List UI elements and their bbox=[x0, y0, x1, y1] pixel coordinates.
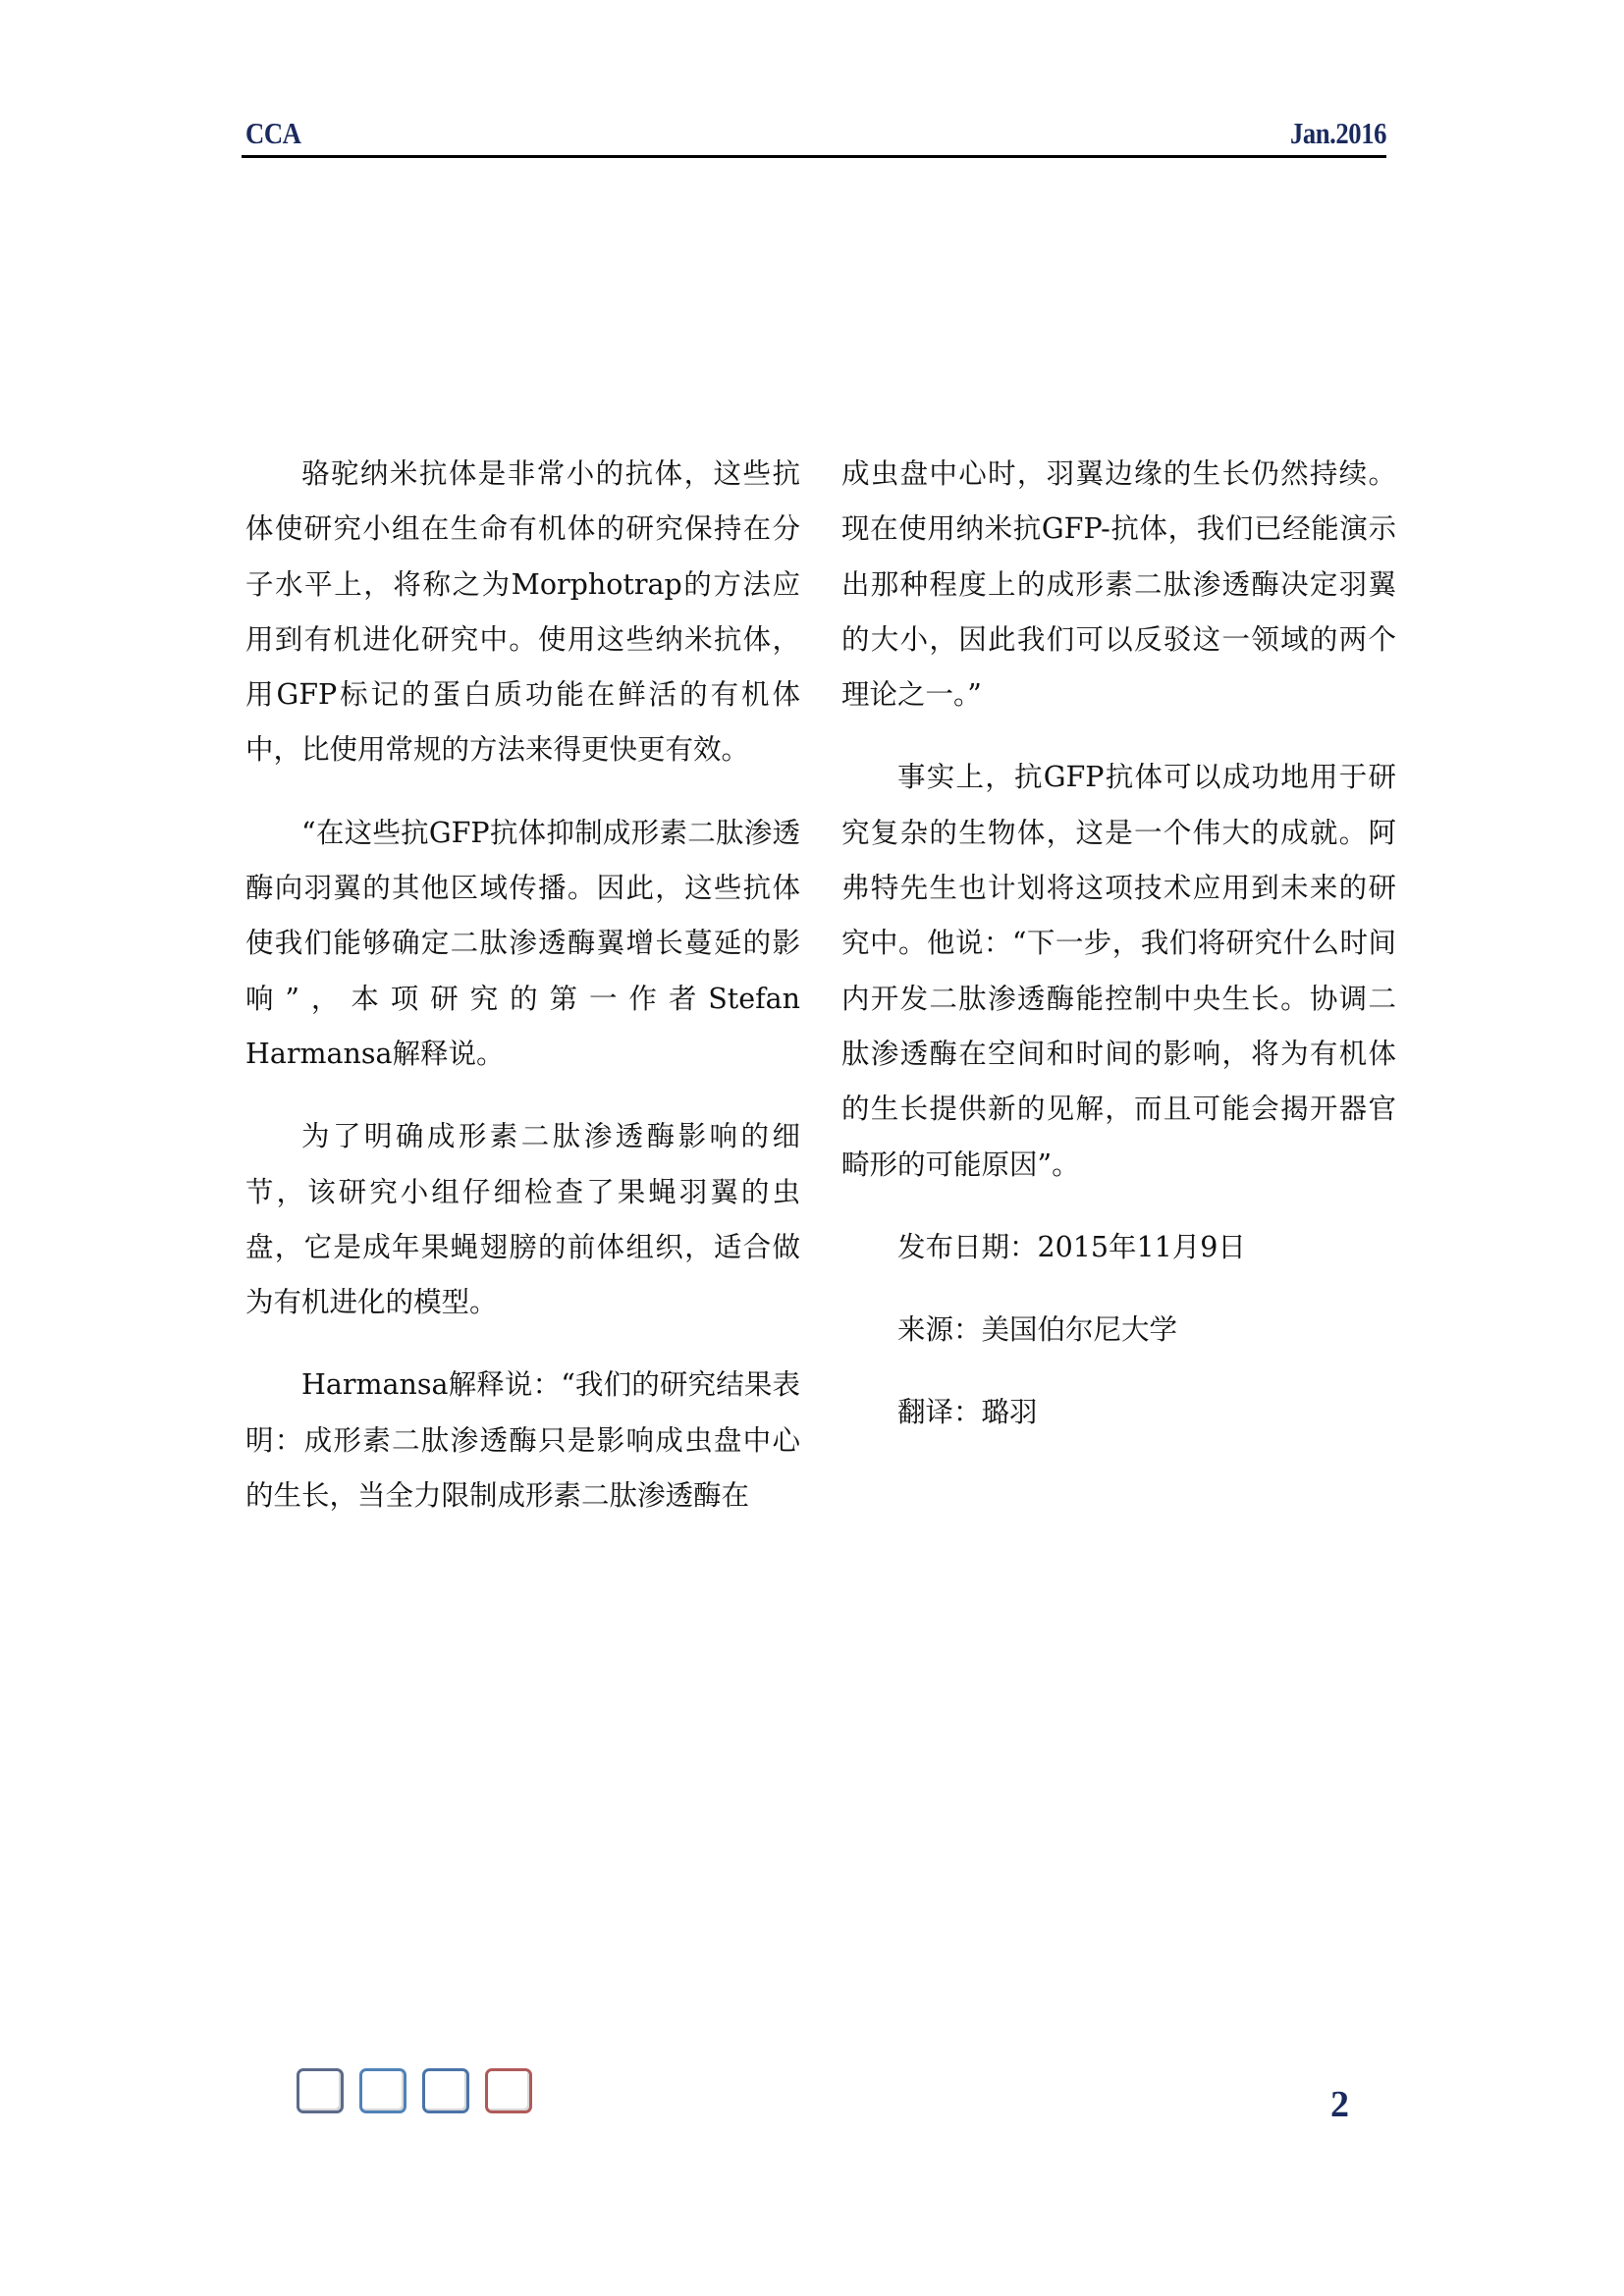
paragraph: 成虫盘中心时，羽翼边缘的生长仍然持续。现在使用纳米抗GFP-抗体，我们已经能演示出那种程度上的成形素二肽渗透酶决定羽翼的大小，因此我们可以反驳这一领域的两个理论之一。” bbox=[841, 457, 1396, 712]
paragraph: “在这些抗GFP抗体抑制成形素二肽渗透酶向羽翼的其他区域传播。因此，这些抗体使我们能够确定二肽渗透酶翼增长蔓延的影响”，本项研究的第一作者Stefan Harmansa解释说。 bbox=[245, 816, 800, 1070]
article-meta bbox=[841, 1220, 1396, 1441]
square-outline-icon bbox=[297, 2068, 344, 2113]
paragraph: 事实上，抗GFP抗体可以成功地用于研究复杂的生物体，这是一个伟大的成就。阿弗特先生也计划将这项技术应用到未来的研究中。他说：“下一步，我们将研究什么时间内开发二肽渗透酶能控制中央生长。协调二肽渗透酶在空间和时间的影响，将为有机体的生长提供新的见解，而且可能会揭开器官畸形的可能原因”。 bbox=[841, 761, 1396, 1181]
paragraph: Harmansa解释说：“我们的研究结果表明：成形素二肽渗透酶只是影响成虫盘中心的生长，当全力限制成形素二肽渗透酶在 bbox=[245, 1368, 800, 1513]
square-outline-icon bbox=[485, 2068, 532, 2113]
publish-date: 发布日期：2015年11月9日 bbox=[897, 1230, 1246, 1263]
footer-decoration bbox=[297, 2068, 532, 2113]
header-rule bbox=[242, 155, 1386, 158]
source: 来源：美国伯尔尼大学 bbox=[897, 1313, 1178, 1347]
page-header bbox=[242, 116, 1386, 155]
paragraph: 骆驼纳米抗体是非常小的抗体，这些抗体使研究小组在生命有机体的研究保持在分子水平上，将称之为Morphotrap的方法应用到有机进化研究中。使用这些纳米抗体，用GFP标记的蛋白质功能在鲜活的有机体中，比使用常规的方法来得更快更有效。 bbox=[245, 457, 800, 767]
page-number: 2 bbox=[1330, 2084, 1349, 2125]
left-column bbox=[245, 447, 800, 1551]
square-outline-icon bbox=[422, 2068, 469, 2113]
paragraph: 为了明确成形素二肽渗透酶影响的细节，该研究小组仔细检查了果蝇羽翼的虫盘，它是成年果蝇翅膀的前体组织，适合做为有机进化的模型。 bbox=[245, 1120, 800, 1319]
right-column bbox=[841, 447, 1396, 1468]
journal-brand: CCA bbox=[245, 116, 301, 150]
translator: 翻译：璐羽 bbox=[897, 1396, 1038, 1429]
square-outline-icon bbox=[359, 2068, 406, 2113]
issue-date: Jan.2016 bbox=[1289, 116, 1386, 150]
